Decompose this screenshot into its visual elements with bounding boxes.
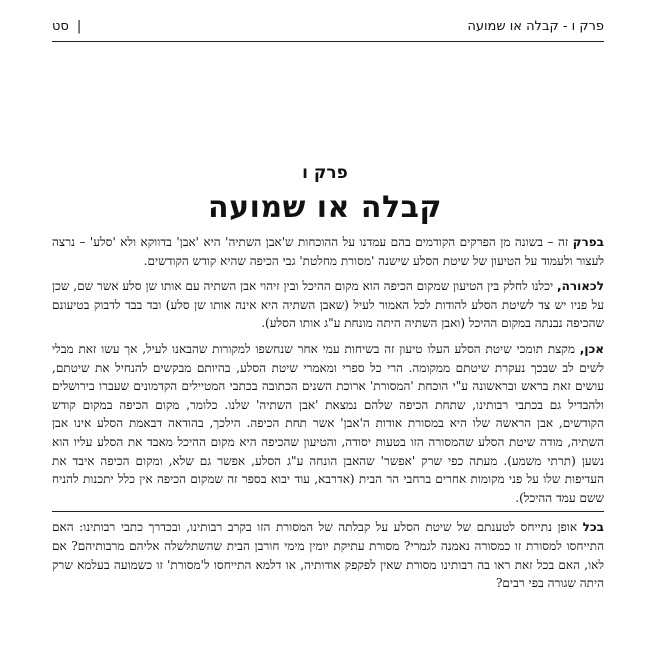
paragraph-2 bbox=[52, 277, 604, 333]
paragraph-4 bbox=[52, 518, 604, 592]
paragraph-text: אופן נתייחס לטענתם של שיטת הסלע על קבלתה של המסורת הזו בקרב רבותינו, ובכדרך כתבי רבותינו: האם התייחסו למסורת זו כמסורה נאמנה לגמרי? מסורת עתיקת יומין מימי חורבן הבית שהשתלשלה אליהם מרבותיהם? אם לאו, האם בכל זאת ראו בה רבותינו מסורת שאין לפקפק אודותיה, או דלמא התייחסו ל'מסורת' זו כשמועה בעלמא שרק היתה שגורה בפי רבים? bbox=[52, 520, 604, 591]
paragraph-lead-word: בכל bbox=[582, 520, 604, 535]
page-number: סט bbox=[52, 18, 69, 34]
chapter-number: פרק ו bbox=[302, 163, 348, 183]
chapter-title: קבלה או שמועה bbox=[207, 190, 443, 225]
paragraph-text: יכלנו לחלק בין הטיעון שמקום הכיפה הוא מקום ההיכל ובין זיהוי אבן השתיה עם אותו שן סלע אשר שם, שכן על פניו יש צד לשיטת הסלע להודות לכל האמור לעיל (שאבן השתיה היא אינה אותו שן סלע) ובד בבד לדבוק בטיעונם שהכיפה נבנתה במקום ההיכל (ואבן השתיה היתה מונחת ע"ג אותו הסלע). bbox=[52, 279, 604, 331]
header-separator: | bbox=[76, 18, 82, 34]
chapter-running-title: פרק ו - קבלה או שמועה bbox=[467, 18, 604, 34]
paragraph-lead-word: אכן, bbox=[579, 341, 604, 356]
header-rule bbox=[52, 41, 604, 42]
paragraph-lead-word: בפרק bbox=[572, 235, 604, 249]
paragraph-lead-word: לכאורה, bbox=[557, 279, 604, 294]
paragraph-3 bbox=[52, 340, 604, 512]
paragraph-1 bbox=[52, 233, 604, 270]
paragraph-text: זה – בשונה מן הפרקים הקודמים בהם עמדנו על ההוכחות ש'אבן השתיה' היא 'אבן' בדווקא ולא 'סלע' – נרצה לעצור ולעמוד על הטיעון של שיטת הסלע שישנה 'מסורת מחלטת' גבי הכיפה שהיא קודש הקודשים. bbox=[52, 235, 604, 268]
paragraph-text: מקצת תומכי שיטת הסלע העלו טיעון זה בשיחות עמי אחר שנחשפו למקורות שהבאנו לעיל, אך עשו זאת מבלי לשים לב שבכך נעקרת שיטתם ממקומה. הרי כל ספרי ומאמרי שיטת הסלע, בהיותם מבקשים להנחיל את שיטתם, עושים זאת בראש ובראשונה ע"י הוכחת 'המסורת' ארוכת השנים הכתובה בכתבי המטיילים הקדמונים שעברו בירושלים ולהבדיל גם בכתבי רבותינו, שתחת הכיפה שלהם נמצאת 'אבן השתיה' שלנו. כלומר, מקום הכיפה במקום קודש הקודשים, אבן הראשה שלו היא במסורת אודות ה'אבן' אשר תחת הכיפה. הילכך, בהודאה דבאמת הסלע אינו אבן השתיה, מודה שיטת הסלע שהמסורה הזו בטעות יסודה, והטיעון שהכיפה היא מקום ההיכל מאבד את הסלע עליו הוא נשען (תרתי משמע). מעתה כפי שרק 'אפשר' שהאבן הונחה ע"ג הסלע, אפשר גם שלא, ומקום הכיפה איבד את העדיפות שלו על פני מקומות אחרים ברחבי הר הבית (אדרבא, עוד יבוא בספר זה שמקום הכיפה אין כלל יתכנות להניח ששם עמד ההיכל). bbox=[52, 341, 604, 505]
body-text bbox=[52, 233, 604, 600]
running-header bbox=[52, 12, 604, 40]
